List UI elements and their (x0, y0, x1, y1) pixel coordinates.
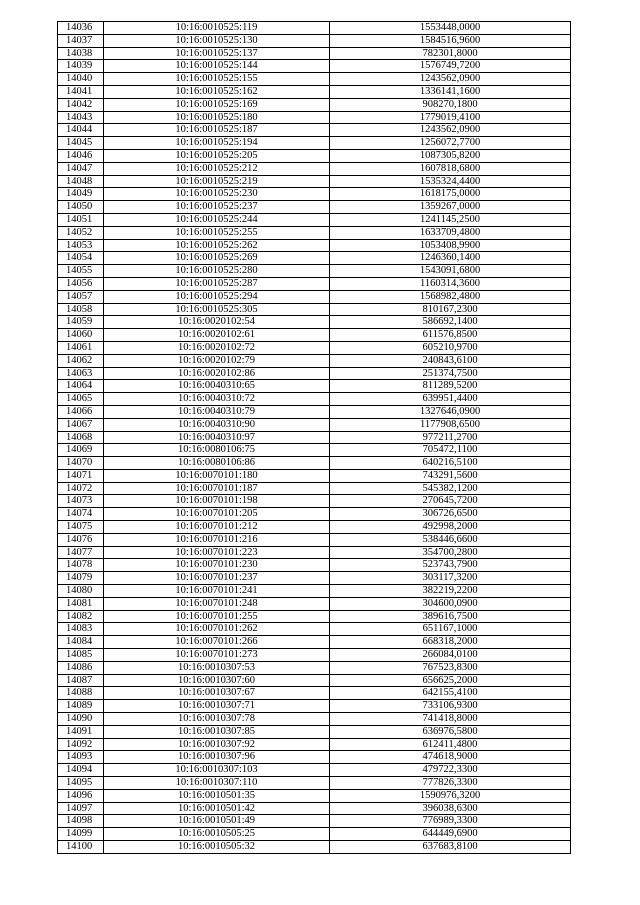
row-number-cell: 14039 (58, 60, 104, 73)
cadastral-number-cell: 10:16:0040310:79 (104, 405, 330, 418)
cadastral-number-cell: 10:16:0010307:85 (104, 725, 330, 738)
table-row (58, 457, 571, 470)
table-row (58, 802, 571, 815)
cadastral-number-cell: 10:16:0010307:96 (104, 751, 330, 764)
value-cell: 1241145,2500 (330, 213, 571, 226)
cadastral-number-cell: 10:16:0010525:294 (104, 290, 330, 303)
row-number-cell: 14066 (58, 405, 104, 418)
table-row (58, 341, 571, 354)
cadastral-number-cell: 10:16:0010525:244 (104, 213, 330, 226)
row-number-cell: 14068 (58, 431, 104, 444)
row-number-cell: 14079 (58, 572, 104, 585)
cadastral-number-cell: 10:16:0010307:60 (104, 674, 330, 687)
row-number-cell: 14047 (58, 162, 104, 175)
cadastral-number-cell: 10:16:0010525:219 (104, 175, 330, 188)
row-number-cell: 14041 (58, 85, 104, 98)
value-cell: 1590976,3200 (330, 789, 571, 802)
row-number-cell: 14100 (58, 841, 104, 854)
row-number-cell: 14098 (58, 815, 104, 828)
row-number-cell: 14091 (58, 725, 104, 738)
row-number-cell: 14071 (58, 469, 104, 482)
table-row (58, 572, 571, 585)
value-cell: 705472,1100 (330, 444, 571, 457)
table-row (58, 418, 571, 431)
value-cell: 270645,7200 (330, 495, 571, 508)
value-cell: 1584516,9600 (330, 34, 571, 47)
row-number-cell: 14082 (58, 610, 104, 623)
row-number-cell: 14061 (58, 341, 104, 354)
table-row (58, 380, 571, 393)
cadastral-number-cell: 10:16:0070101:255 (104, 610, 330, 623)
table-row (58, 22, 571, 35)
table-row (58, 85, 571, 98)
row-number-cell: 14064 (58, 380, 104, 393)
row-number-cell: 14038 (58, 47, 104, 60)
cadastral-number-cell: 10:16:0010307:71 (104, 700, 330, 713)
cadastral-number-cell: 10:16:0070101:273 (104, 649, 330, 662)
cadastral-number-cell: 10:16:0070101:216 (104, 533, 330, 546)
value-cell: 1327646,0900 (330, 405, 571, 418)
value-cell: 306726,6500 (330, 508, 571, 521)
row-number-cell: 14093 (58, 751, 104, 764)
table-row (58, 111, 571, 124)
value-cell: 908270,1800 (330, 98, 571, 111)
cadastral-number-cell: 10:16:0070101:248 (104, 597, 330, 610)
value-cell: 1576749,7200 (330, 60, 571, 73)
value-cell: 1160314,3600 (330, 277, 571, 290)
cadastral-number-cell: 10:16:0070101:223 (104, 546, 330, 559)
row-number-cell: 14084 (58, 636, 104, 649)
table-row (58, 815, 571, 828)
table-row (58, 175, 571, 188)
cadastral-number-cell: 10:16:0010307:110 (104, 777, 330, 790)
cadastral-number-cell: 10:16:0010505:25 (104, 828, 330, 841)
cadastral-number-cell: 10:16:0080106:75 (104, 444, 330, 457)
row-number-cell: 14062 (58, 354, 104, 367)
row-number-cell: 14056 (58, 277, 104, 290)
table-row (58, 60, 571, 73)
value-cell: 767523,8300 (330, 661, 571, 674)
cadastral-number-cell: 10:16:0010525:262 (104, 239, 330, 252)
table-row (58, 47, 571, 60)
table-row (58, 738, 571, 751)
table-row (58, 495, 571, 508)
value-cell: 389616,7500 (330, 610, 571, 623)
row-number-cell: 14078 (58, 559, 104, 572)
row-number-cell: 14099 (58, 828, 104, 841)
table-row (58, 239, 571, 252)
table-row (58, 546, 571, 559)
table-row (58, 393, 571, 406)
value-cell: 1087305,8200 (330, 149, 571, 162)
table-row (58, 405, 571, 418)
cadastral-number-cell: 10:16:0010525:187 (104, 124, 330, 137)
table-row (58, 290, 571, 303)
table-row (58, 764, 571, 777)
cadastral-number-cell: 10:16:0070101:262 (104, 623, 330, 636)
table-row (58, 777, 571, 790)
row-number-cell: 14077 (58, 546, 104, 559)
row-number-cell: 14063 (58, 367, 104, 380)
cadastral-number-cell: 10:16:0010505:32 (104, 841, 330, 854)
cadastral-number-cell: 10:16:0070101:241 (104, 585, 330, 598)
cadastral-number-cell: 10:16:0010525:130 (104, 34, 330, 47)
value-cell: 777826,3300 (330, 777, 571, 790)
cadastral-number-cell: 10:16:0010525:269 (104, 252, 330, 265)
row-number-cell: 14046 (58, 149, 104, 162)
value-cell: 1535324,4400 (330, 175, 571, 188)
table-row (58, 649, 571, 662)
row-number-cell: 14042 (58, 98, 104, 111)
value-cell: 651167,1000 (330, 623, 571, 636)
value-cell: 538446,6600 (330, 533, 571, 546)
row-number-cell: 14060 (58, 329, 104, 342)
row-number-cell: 14089 (58, 700, 104, 713)
value-cell: 304600,0900 (330, 597, 571, 610)
cadastral-number-cell: 10:16:0040310:65 (104, 380, 330, 393)
cadastral-number-cell: 10:16:0010525:119 (104, 22, 330, 35)
cadastral-number-cell: 10:16:0020102:72 (104, 341, 330, 354)
value-cell: 782301,8000 (330, 47, 571, 60)
row-number-cell: 14050 (58, 201, 104, 214)
row-number-cell: 14067 (58, 418, 104, 431)
cadastral-number-cell: 10:16:0010307:103 (104, 764, 330, 777)
cadastral-number-cell: 10:16:0070101:187 (104, 482, 330, 495)
cadastral-number-cell: 10:16:0010307:67 (104, 687, 330, 700)
value-cell: 733106,9300 (330, 700, 571, 713)
value-cell: 636976,5800 (330, 725, 571, 738)
table-row (58, 201, 571, 214)
value-cell: 1359267,0000 (330, 201, 571, 214)
row-number-cell: 14044 (58, 124, 104, 137)
value-cell: 492998,2000 (330, 521, 571, 534)
value-cell: 810167,2300 (330, 303, 571, 316)
table-row (58, 316, 571, 329)
table-row (58, 674, 571, 687)
table-row (58, 508, 571, 521)
row-number-cell: 14094 (58, 764, 104, 777)
table-row (58, 482, 571, 495)
table-row (58, 162, 571, 175)
cadastral-number-cell: 10:16:0040310:72 (104, 393, 330, 406)
cadastral-number-cell: 10:16:0070101:180 (104, 469, 330, 482)
row-number-cell: 14040 (58, 73, 104, 86)
row-number-cell: 14059 (58, 316, 104, 329)
cadastral-number-cell: 10:16:0070101:198 (104, 495, 330, 508)
table-row (58, 751, 571, 764)
table-row (58, 841, 571, 854)
cadastral-number-cell: 10:16:0020102:79 (104, 354, 330, 367)
cadastral-number-cell: 10:16:0080106:86 (104, 457, 330, 470)
cadastral-number-cell: 10:16:0010307:78 (104, 713, 330, 726)
row-number-cell: 14088 (58, 687, 104, 700)
row-number-cell: 14086 (58, 661, 104, 674)
row-number-cell: 14055 (58, 265, 104, 278)
cadastral-number-cell: 10:16:0010501:49 (104, 815, 330, 828)
value-cell: 1243562,0900 (330, 124, 571, 137)
value-cell: 586692,1400 (330, 316, 571, 329)
row-number-cell: 14085 (58, 649, 104, 662)
table-row (58, 124, 571, 137)
table-row (58, 636, 571, 649)
value-cell: 523743,7900 (330, 559, 571, 572)
value-cell: 1618175,0000 (330, 188, 571, 201)
table-row (58, 188, 571, 201)
table-row (58, 277, 571, 290)
row-number-cell: 14065 (58, 393, 104, 406)
table-row (58, 610, 571, 623)
row-number-cell: 14048 (58, 175, 104, 188)
value-cell: 1256072,7700 (330, 137, 571, 150)
value-cell: 811289,5200 (330, 380, 571, 393)
value-cell: 354700,2800 (330, 546, 571, 559)
value-cell: 656625,2000 (330, 674, 571, 687)
table-row (58, 431, 571, 444)
cadastral-number-cell: 10:16:0070101:230 (104, 559, 330, 572)
row-number-cell: 14072 (58, 482, 104, 495)
table-row (58, 444, 571, 457)
table-row (58, 597, 571, 610)
cadastral-number-cell: 10:16:0010307:53 (104, 661, 330, 674)
cadastral-number-cell: 10:16:0010525:144 (104, 60, 330, 73)
row-number-cell: 14097 (58, 802, 104, 815)
cadastral-number-cell: 10:16:0010525:155 (104, 73, 330, 86)
table-row (58, 700, 571, 713)
value-cell: 644449,6900 (330, 828, 571, 841)
cadastral-number-cell: 10:16:0010501:42 (104, 802, 330, 815)
table-row (58, 252, 571, 265)
value-cell: 668318,2000 (330, 636, 571, 649)
row-number-cell: 14081 (58, 597, 104, 610)
value-cell: 251374,7500 (330, 367, 571, 380)
row-number-cell: 14092 (58, 738, 104, 751)
value-cell: 1607818,6800 (330, 162, 571, 175)
value-cell: 1336141,1600 (330, 85, 571, 98)
value-cell: 776989,3300 (330, 815, 571, 828)
value-cell: 1568982,4800 (330, 290, 571, 303)
row-number-cell: 14037 (58, 34, 104, 47)
value-cell: 605210,9700 (330, 341, 571, 354)
table-row (58, 34, 571, 47)
row-number-cell: 14036 (58, 22, 104, 35)
value-cell: 545382,1200 (330, 482, 571, 495)
cadastral-number-cell: 10:16:0010525:305 (104, 303, 330, 316)
table-row (58, 687, 571, 700)
cadastral-number-cell: 10:16:0070101:266 (104, 636, 330, 649)
table-row (58, 354, 571, 367)
row-number-cell: 14074 (58, 508, 104, 521)
row-number-cell: 14070 (58, 457, 104, 470)
table-row (58, 521, 571, 534)
row-number-cell: 14073 (58, 495, 104, 508)
cadastral-number-cell: 10:16:0040310:90 (104, 418, 330, 431)
table-row (58, 226, 571, 239)
value-cell: 741418,8000 (330, 713, 571, 726)
table-row (58, 789, 571, 802)
value-cell: 479722,3300 (330, 764, 571, 777)
value-cell: 642155,4100 (330, 687, 571, 700)
table-body (58, 22, 571, 854)
value-cell: 639951,4400 (330, 393, 571, 406)
cadastral-number-cell: 10:16:0040310:97 (104, 431, 330, 444)
value-cell: 1053408,9900 (330, 239, 571, 252)
cadastral-number-cell: 10:16:0070101:205 (104, 508, 330, 521)
data-table (57, 21, 571, 854)
cadastral-number-cell: 10:16:0010525:169 (104, 98, 330, 111)
row-number-cell: 14080 (58, 585, 104, 598)
table-row (58, 469, 571, 482)
cadastral-number-cell: 10:16:0070101:212 (104, 521, 330, 534)
cadastral-number-cell: 10:16:0010525:194 (104, 137, 330, 150)
table-row (58, 213, 571, 226)
row-number-cell: 14090 (58, 713, 104, 726)
table-row (58, 367, 571, 380)
row-number-cell: 14058 (58, 303, 104, 316)
table-row (58, 303, 571, 316)
table-row (58, 559, 571, 572)
cadastral-number-cell: 10:16:0010525:162 (104, 85, 330, 98)
table-row (58, 98, 571, 111)
table-row (58, 585, 571, 598)
row-number-cell: 14045 (58, 137, 104, 150)
value-cell: 1543091,6800 (330, 265, 571, 278)
value-cell: 612411,4800 (330, 738, 571, 751)
value-cell: 611576,8500 (330, 329, 571, 342)
cadastral-number-cell: 10:16:0010525:280 (104, 265, 330, 278)
cadastral-number-cell: 10:16:0010501:35 (104, 789, 330, 802)
row-number-cell: 14049 (58, 188, 104, 201)
value-cell: 1177908,6500 (330, 418, 571, 431)
table-row (58, 725, 571, 738)
cadastral-number-cell: 10:16:0010307:92 (104, 738, 330, 751)
value-cell: 1779019,4100 (330, 111, 571, 124)
value-cell: 1553448,0000 (330, 22, 571, 35)
value-cell: 382219,2200 (330, 585, 571, 598)
value-cell: 396038,6300 (330, 802, 571, 815)
value-cell: 1243562,0900 (330, 73, 571, 86)
cadastral-number-cell: 10:16:0010525:287 (104, 277, 330, 290)
table-row (58, 533, 571, 546)
table-row (58, 623, 571, 636)
row-number-cell: 14053 (58, 239, 104, 252)
value-cell: 1633709,4800 (330, 226, 571, 239)
value-cell: 743291,5600 (330, 469, 571, 482)
value-cell: 977211,2700 (330, 431, 571, 444)
value-cell: 1246360,1400 (330, 252, 571, 265)
row-number-cell: 14043 (58, 111, 104, 124)
value-cell: 266084,0100 (330, 649, 571, 662)
table-row (58, 828, 571, 841)
row-number-cell: 14051 (58, 213, 104, 226)
table-row (58, 661, 571, 674)
table-row (58, 265, 571, 278)
row-number-cell: 14087 (58, 674, 104, 687)
row-number-cell: 14052 (58, 226, 104, 239)
table-row (58, 149, 571, 162)
row-number-cell: 14054 (58, 252, 104, 265)
cadastral-number-cell: 10:16:0010525:180 (104, 111, 330, 124)
row-number-cell: 14096 (58, 789, 104, 802)
cadastral-number-cell: 10:16:0020102:86 (104, 367, 330, 380)
value-cell: 474618,9000 (330, 751, 571, 764)
cadastral-number-cell: 10:16:0010525:237 (104, 201, 330, 214)
row-number-cell: 14075 (58, 521, 104, 534)
row-number-cell: 14057 (58, 290, 104, 303)
row-number-cell: 14095 (58, 777, 104, 790)
table-row (58, 713, 571, 726)
cadastral-number-cell: 10:16:0010525:205 (104, 149, 330, 162)
table-row (58, 73, 571, 86)
value-cell: 240843,6100 (330, 354, 571, 367)
cadastral-number-cell: 10:16:0020102:61 (104, 329, 330, 342)
cadastral-number-cell: 10:16:0010525:137 (104, 47, 330, 60)
value-cell: 637683,8100 (330, 841, 571, 854)
row-number-cell: 14076 (58, 533, 104, 546)
table-row (58, 329, 571, 342)
cadastral-number-cell: 10:16:0070101:237 (104, 572, 330, 585)
cadastral-number-cell: 10:16:0010525:230 (104, 188, 330, 201)
cadastral-number-cell: 10:16:0010525:212 (104, 162, 330, 175)
value-cell: 640216,5100 (330, 457, 571, 470)
cadastral-number-cell: 10:16:0010525:255 (104, 226, 330, 239)
row-number-cell: 14083 (58, 623, 104, 636)
row-number-cell: 14069 (58, 444, 104, 457)
cadastral-number-cell: 10:16:0020102:54 (104, 316, 330, 329)
value-cell: 303117,3200 (330, 572, 571, 585)
table-row (58, 137, 571, 150)
